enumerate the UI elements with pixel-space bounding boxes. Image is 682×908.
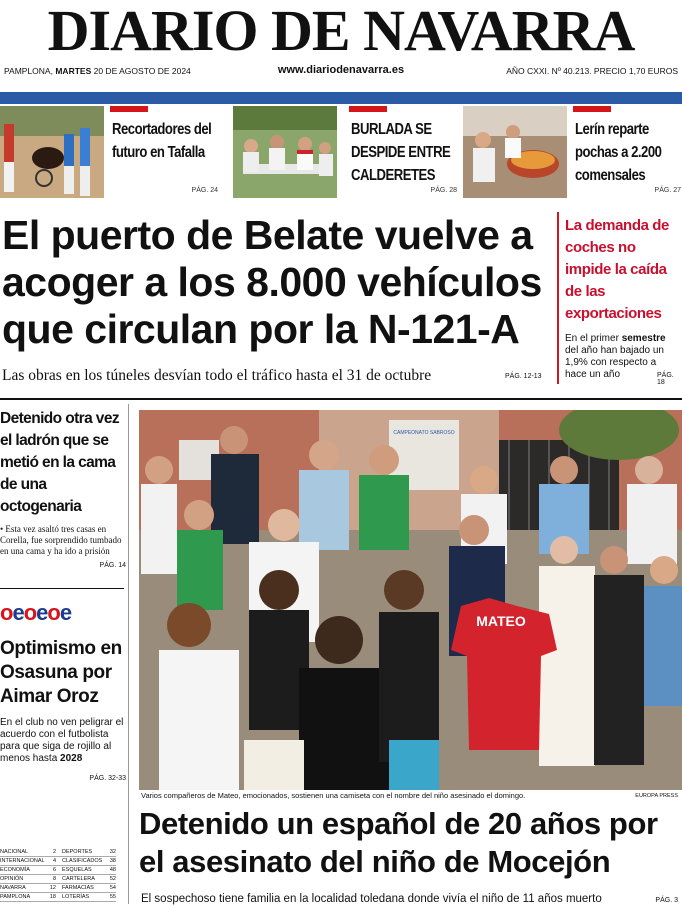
column-rule: [128, 404, 129, 904]
lead-headline[interactable]: Detenido un español de 20 años por el asesinato del niño de Mocejón: [139, 806, 658, 879]
photo-credit: EUROPA PRESS: [635, 793, 678, 799]
website-link[interactable]: www.diariodenavarra.es: [277, 64, 405, 76]
side-body-pre: En el primer: [565, 333, 622, 344]
photo-caption: Varios compañeros de Mateo, emocionados, sostienen una camiseta con el nombre del niño asesinado el domingo.: [141, 791, 526, 800]
side-body-bold: semestre: [621, 333, 666, 344]
teaser-accent-bar: [110, 106, 148, 112]
osasuna-logo-letter: e: [36, 600, 48, 625]
teaser-burlada[interactable]: [233, 106, 457, 198]
osasuna-logo-letter: o: [0, 600, 13, 625]
osasuna-logo-letter: e: [12, 600, 24, 625]
issue-info: AÑO CXXI. Nº 40.213. PRECIO 1,70 EUROS: [506, 66, 678, 76]
color-band: [0, 92, 682, 104]
osasuna-story[interactable]: [0, 637, 126, 782]
teaser-tafalla[interactable]: [0, 106, 228, 198]
shirt-text: MATEO: [476, 613, 526, 629]
teaser-text: [573, 106, 682, 198]
left-story[interactable]: [0, 408, 126, 569]
index-row: NACIONAL 2 DEPORTES 32: [0, 849, 116, 855]
teaser-photo-pot: [463, 106, 567, 198]
osasuna-headline: Optimismo en Osasuna por Aimar Oroz: [0, 638, 122, 707]
osasuna-logo-letter: o: [23, 600, 37, 625]
left-body: • Esta vez asaltó tres casas en Corella, fue sorprendido tumbado en una cama y ha ido a prisión: [0, 524, 122, 556]
index-row: ECONOMÍA 6 ESQUELAS 48: [0, 867, 116, 873]
side-headline: La demanda de coches no impide la caída de las exportaciones: [565, 217, 669, 322]
side-story[interactable]: [565, 215, 680, 386]
index-row: NAVARRA 12 FARMACIAS 54: [0, 885, 116, 891]
osasuna-logo: [0, 600, 120, 626]
main-subhead: Las obras en los túneles desvían todo el tráfico hasta el 31 de octubre: [2, 367, 432, 384]
masthead-title: DIARIO DE NAVARRA: [47, 0, 635, 62]
teaser-title: Recortadores del futuro en Tafalla: [112, 121, 212, 161]
osasuna-body-pre: En el club no ven peligrar el acuerdo con el futbolista para que siga de rojillo al menos hasta: [0, 717, 124, 764]
dateline-full-date: 20 DE AGOSTO DE 2024: [93, 66, 191, 76]
left-headline: Detenido otra vez el ladrón que se metió en la cama de una octogenaria: [0, 410, 119, 515]
dateline-day: MARTES: [55, 66, 92, 76]
teaser-text: [349, 106, 461, 198]
dateline: [0, 64, 682, 78]
teaser-accent-bar: [349, 106, 387, 112]
section-index: [0, 848, 116, 902]
teaser-lerin[interactable]: [463, 106, 682, 198]
flyer-text: CAMPEONATO SABROSO: [393, 430, 455, 436]
osasuna-logo-letter: e: [59, 600, 72, 625]
side-body-post: del año han bajado un 1,9% con respecto a hace un año: [565, 345, 664, 380]
osasuna-logo-letter: o: [47, 600, 60, 625]
lead-subhead: El sospechoso tiene familia en la localidad toledana donde vivía el niño de 11 años muerto: [141, 893, 602, 905]
teaser-page: PÁG. 28: [430, 187, 457, 194]
left-page: PÁG. 14: [99, 562, 126, 569]
main-page: PÁG. 12-13: [505, 373, 542, 380]
osasuna-body: [0, 717, 126, 765]
osasuna-page: PÁG. 32-33: [89, 775, 126, 782]
dateline-city: PAMPLONA,: [4, 66, 53, 76]
teaser-text: [110, 106, 222, 198]
teaser-page: PÁG. 24: [191, 187, 218, 194]
teaser-accent-bar: [573, 106, 611, 112]
index-row: INTERNACIONAL 4 CLASIFICADOS 38: [0, 858, 116, 864]
teaser-title: Lerín reparte pochas a 2.200 comensales: [575, 121, 662, 184]
section-rule: [0, 398, 682, 400]
index-row: PAMPLONA 18 LOTERÍAS 55: [0, 894, 116, 900]
lead-photo[interactable]: [139, 410, 682, 790]
main-headline[interactable]: El puerto de Belate vuelve a acoger a los 8.000 vehículos que circulan por la N-121-A: [2, 212, 542, 352]
lead-page: PÁG. 3: [655, 897, 678, 904]
teaser-photo-bull: [0, 106, 104, 198]
teaser-page: PÁG. 27: [654, 187, 681, 194]
teaser-photo-crowd: [233, 106, 337, 198]
side-page: PÁG. 18: [657, 372, 674, 386]
left-rule: [0, 588, 124, 589]
side-divider: [557, 212, 559, 384]
osasuna-body-bold: 2028: [60, 753, 83, 764]
index-row: OPINIÓN 8 CARTELERA 52: [0, 876, 116, 882]
teaser-title: BURLADA SE DESPIDE ENTRE CALDERETES: [351, 121, 451, 184]
